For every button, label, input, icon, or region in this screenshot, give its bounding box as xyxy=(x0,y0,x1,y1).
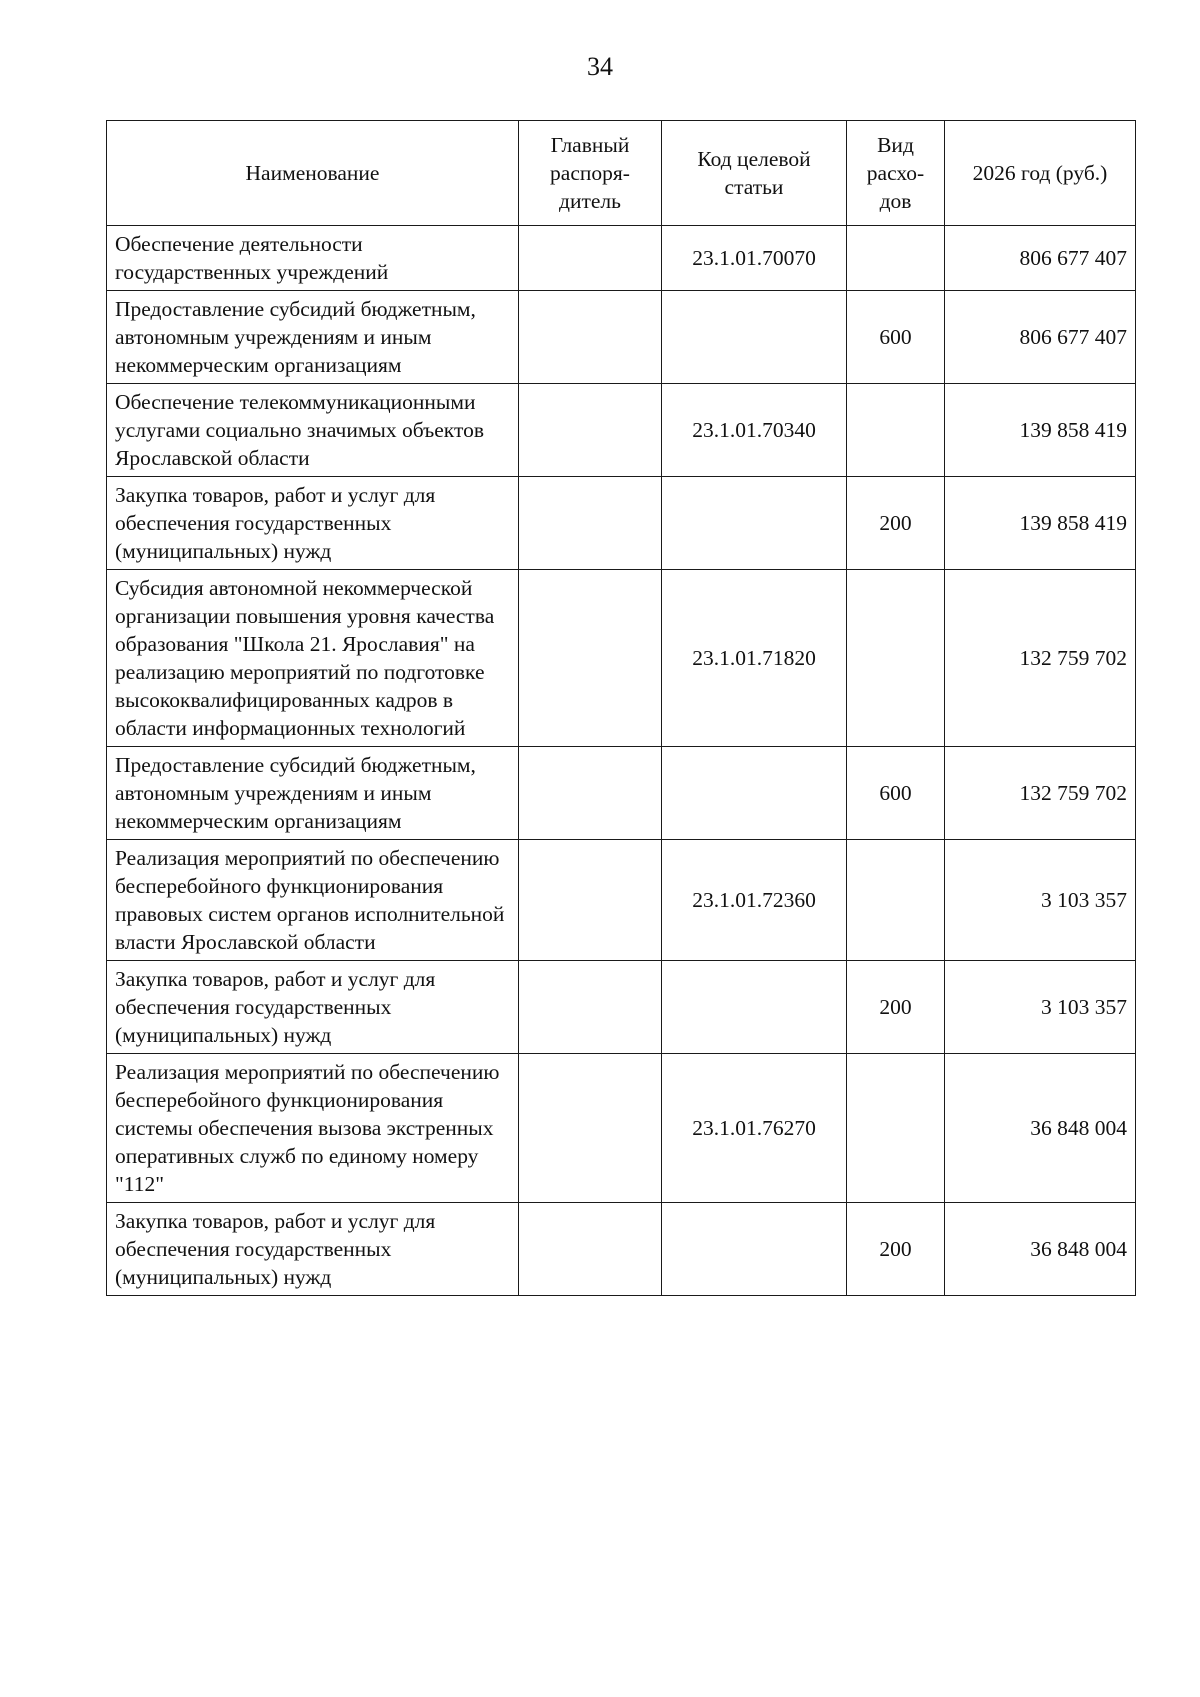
cell-amount: 132 759 702 xyxy=(945,570,1136,747)
cell-name: Предоставление субсидий бюджетным, автономным учреждениям и иным некоммерческим организациям xyxy=(107,747,519,840)
header-type: Вид расхо-дов xyxy=(847,121,945,226)
table-row xyxy=(107,840,1136,961)
table-body xyxy=(107,226,1136,1296)
table-row xyxy=(107,570,1136,747)
cell-name: Обеспечение деятельности государственных учреждений xyxy=(107,226,519,291)
header-amount: 2026 год (руб.) xyxy=(945,121,1136,226)
cell-amount: 806 677 407 xyxy=(945,291,1136,384)
cell-amount: 132 759 702 xyxy=(945,747,1136,840)
cell-type xyxy=(847,1054,945,1203)
budget-table xyxy=(106,120,1136,1296)
cell-name: Субсидия автономной некоммерческой организации повышения уровня качества образования "Школа 21. Ярославия" на реализацию мероприятий по подготовке высококвалифицированных кадров в области информационных технологий xyxy=(107,570,519,747)
table-row xyxy=(107,291,1136,384)
cell-amount: 36 848 004 xyxy=(945,1203,1136,1296)
table-row xyxy=(107,747,1136,840)
cell-owner xyxy=(519,570,662,747)
cell-code xyxy=(662,477,847,570)
cell-owner xyxy=(519,1054,662,1203)
cell-owner xyxy=(519,840,662,961)
cell-code: 23.1.01.71820 xyxy=(662,570,847,747)
cell-owner xyxy=(519,961,662,1054)
cell-amount: 139 858 419 xyxy=(945,384,1136,477)
cell-code xyxy=(662,961,847,1054)
table-row xyxy=(107,477,1136,570)
cell-type xyxy=(847,840,945,961)
cell-type: 600 xyxy=(847,747,945,840)
cell-owner xyxy=(519,384,662,477)
header-row xyxy=(107,121,1136,226)
cell-code xyxy=(662,747,847,840)
table-header xyxy=(107,121,1136,226)
cell-type: 200 xyxy=(847,1203,945,1296)
cell-amount: 36 848 004 xyxy=(945,1054,1136,1203)
cell-code: 23.1.01.72360 xyxy=(662,840,847,961)
cell-code: 23.1.01.76270 xyxy=(662,1054,847,1203)
cell-name: Реализация мероприятий по обеспечению бесперебойного функционирования правовых систем органов исполнительной власти Ярославской области xyxy=(107,840,519,961)
cell-type xyxy=(847,226,945,291)
cell-owner xyxy=(519,226,662,291)
table-row xyxy=(107,961,1136,1054)
cell-amount: 806 677 407 xyxy=(945,226,1136,291)
cell-owner xyxy=(519,1203,662,1296)
table-row xyxy=(107,1203,1136,1296)
page-number: 34 xyxy=(587,52,613,81)
cell-owner xyxy=(519,477,662,570)
header-code: Код целевой статьи xyxy=(662,121,847,226)
cell-type: 200 xyxy=(847,477,945,570)
table-row xyxy=(107,226,1136,291)
cell-name: Закупка товаров, работ и услуг для обеспечения государственных (муниципальных) нужд xyxy=(107,477,519,570)
cell-owner xyxy=(519,291,662,384)
header-owner: Главный распоря-дитель xyxy=(519,121,662,226)
cell-name: Закупка товаров, работ и услуг для обеспечения государственных (муниципальных) нужд xyxy=(107,961,519,1054)
cell-amount: 139 858 419 xyxy=(945,477,1136,570)
cell-name: Предоставление субсидий бюджетным, автономным учреждениям и иным некоммерческим организациям xyxy=(107,291,519,384)
cell-name: Закупка товаров, работ и услуг для обеспечения государственных (муниципальных) нужд xyxy=(107,1203,519,1296)
cell-type: 200 xyxy=(847,961,945,1054)
cell-owner xyxy=(519,747,662,840)
cell-code: 23.1.01.70070 xyxy=(662,226,847,291)
cell-code: 23.1.01.70340 xyxy=(662,384,847,477)
table-row xyxy=(107,1054,1136,1203)
cell-amount: 3 103 357 xyxy=(945,961,1136,1054)
cell-name: Реализация мероприятий по обеспечению бесперебойного функционирования системы обеспечения вызова экстренных оперативных служб по единому номеру "112" xyxy=(107,1054,519,1203)
cell-amount: 3 103 357 xyxy=(945,840,1136,961)
cell-type xyxy=(847,570,945,747)
cell-code xyxy=(662,1203,847,1296)
cell-type xyxy=(847,384,945,477)
cell-type: 600 xyxy=(847,291,945,384)
cell-name: Обеспечение телекоммуникационными услугами социально значимых объектов Ярославской области xyxy=(107,384,519,477)
cell-code xyxy=(662,291,847,384)
table-row xyxy=(107,384,1136,477)
header-name: Наименование xyxy=(107,121,519,226)
